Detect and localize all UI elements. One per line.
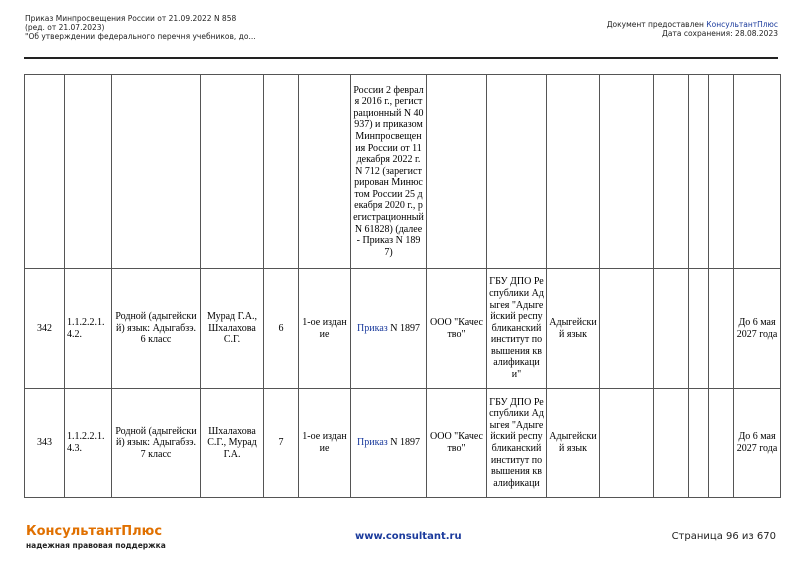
site-link[interactable]: www.consultant.ru — [355, 531, 462, 542]
row-order — [351, 389, 427, 498]
row-language: Адыгейский язык — [547, 389, 600, 498]
provider-link[interactable]: КонсультантПлюс — [706, 20, 778, 29]
row-grade: 7 — [264, 389, 299, 498]
row-authors: Мурад Г.А., Шхалахова С.Г. — [201, 269, 264, 389]
row-organization: ГБУ ДПО Республики Адыгея "Адыгейский республиканский институт повышения квалификации" — [487, 269, 547, 389]
order-number: N 1897 — [387, 437, 420, 449]
row-number: 342 — [25, 269, 65, 389]
page-counter: Страница 96 из 670 — [671, 531, 776, 542]
row-title: Родной (адыгейский) язык: Адыгабзэ. 7 класс — [112, 389, 201, 498]
row-grade: 6 — [264, 269, 299, 389]
provider-info — [607, 20, 778, 38]
textbook-table — [24, 74, 781, 498]
doc-edition-line: (ред. от 21.07.2023) — [25, 23, 105, 32]
row-deadline: До 6 мая 2027 года — [734, 269, 781, 389]
document-title — [25, 14, 256, 41]
order-number: N 1897 — [387, 322, 420, 334]
continuation-cell: России 2 февраля 2016 г., регистрационный N 40937) и приказом Минпросвещения России от 11 декабря 2022 г. N 712 (зарегистрирован Минюстом России 25 декабря 2020 г., регистрационный N 61828) (далее - Приказ N 1897) — [351, 75, 427, 269]
row-title: Родной (адыгейский) язык: Адыгабзэ. 6 класс — [112, 269, 201, 389]
row-code: 1.1.2.2.1.4.3. — [65, 389, 112, 498]
table-row — [25, 269, 781, 389]
row-organization: ГБУ ДПО Республики Адыгея "Адыгейский республиканский институт повышения квалификаци — [487, 389, 547, 498]
row-order — [351, 269, 427, 389]
row-publisher: ООО "Качество" — [427, 269, 487, 389]
table-row-continuation — [25, 75, 781, 269]
save-date: Дата сохранения: 28.08.2023 — [662, 29, 778, 38]
order-link[interactable]: Приказ — [357, 322, 388, 334]
row-edition: 1-ое издание — [299, 269, 351, 389]
table-row — [25, 389, 781, 498]
row-code: 1.1.2.2.1.4.2. — [65, 269, 112, 389]
row-publisher: ООО "Качество" — [427, 389, 487, 498]
order-link[interactable]: Приказ — [357, 437, 388, 449]
consultant-logo: КонсультантПлюс — [26, 524, 163, 539]
row-deadline: До 6 мая 2027 года — [734, 389, 781, 498]
row-language: Адыгейский язык — [547, 269, 600, 389]
doc-subject-line: "Об утверждении федерального перечня учебников, до... — [25, 32, 256, 41]
doc-title-line: Приказ Минпросвещения России от 21.09.2022 N 858 — [25, 14, 237, 23]
row-number: 343 — [25, 389, 65, 498]
tagline: надежная правовая поддержка — [26, 541, 166, 550]
row-edition: 1-ое издание — [299, 389, 351, 498]
row-authors: Шхалахова С.Г., Мурад Г.А. — [201, 389, 264, 498]
header-divider — [24, 57, 778, 59]
provided-label: Документ предоставлен — [606, 20, 707, 29]
